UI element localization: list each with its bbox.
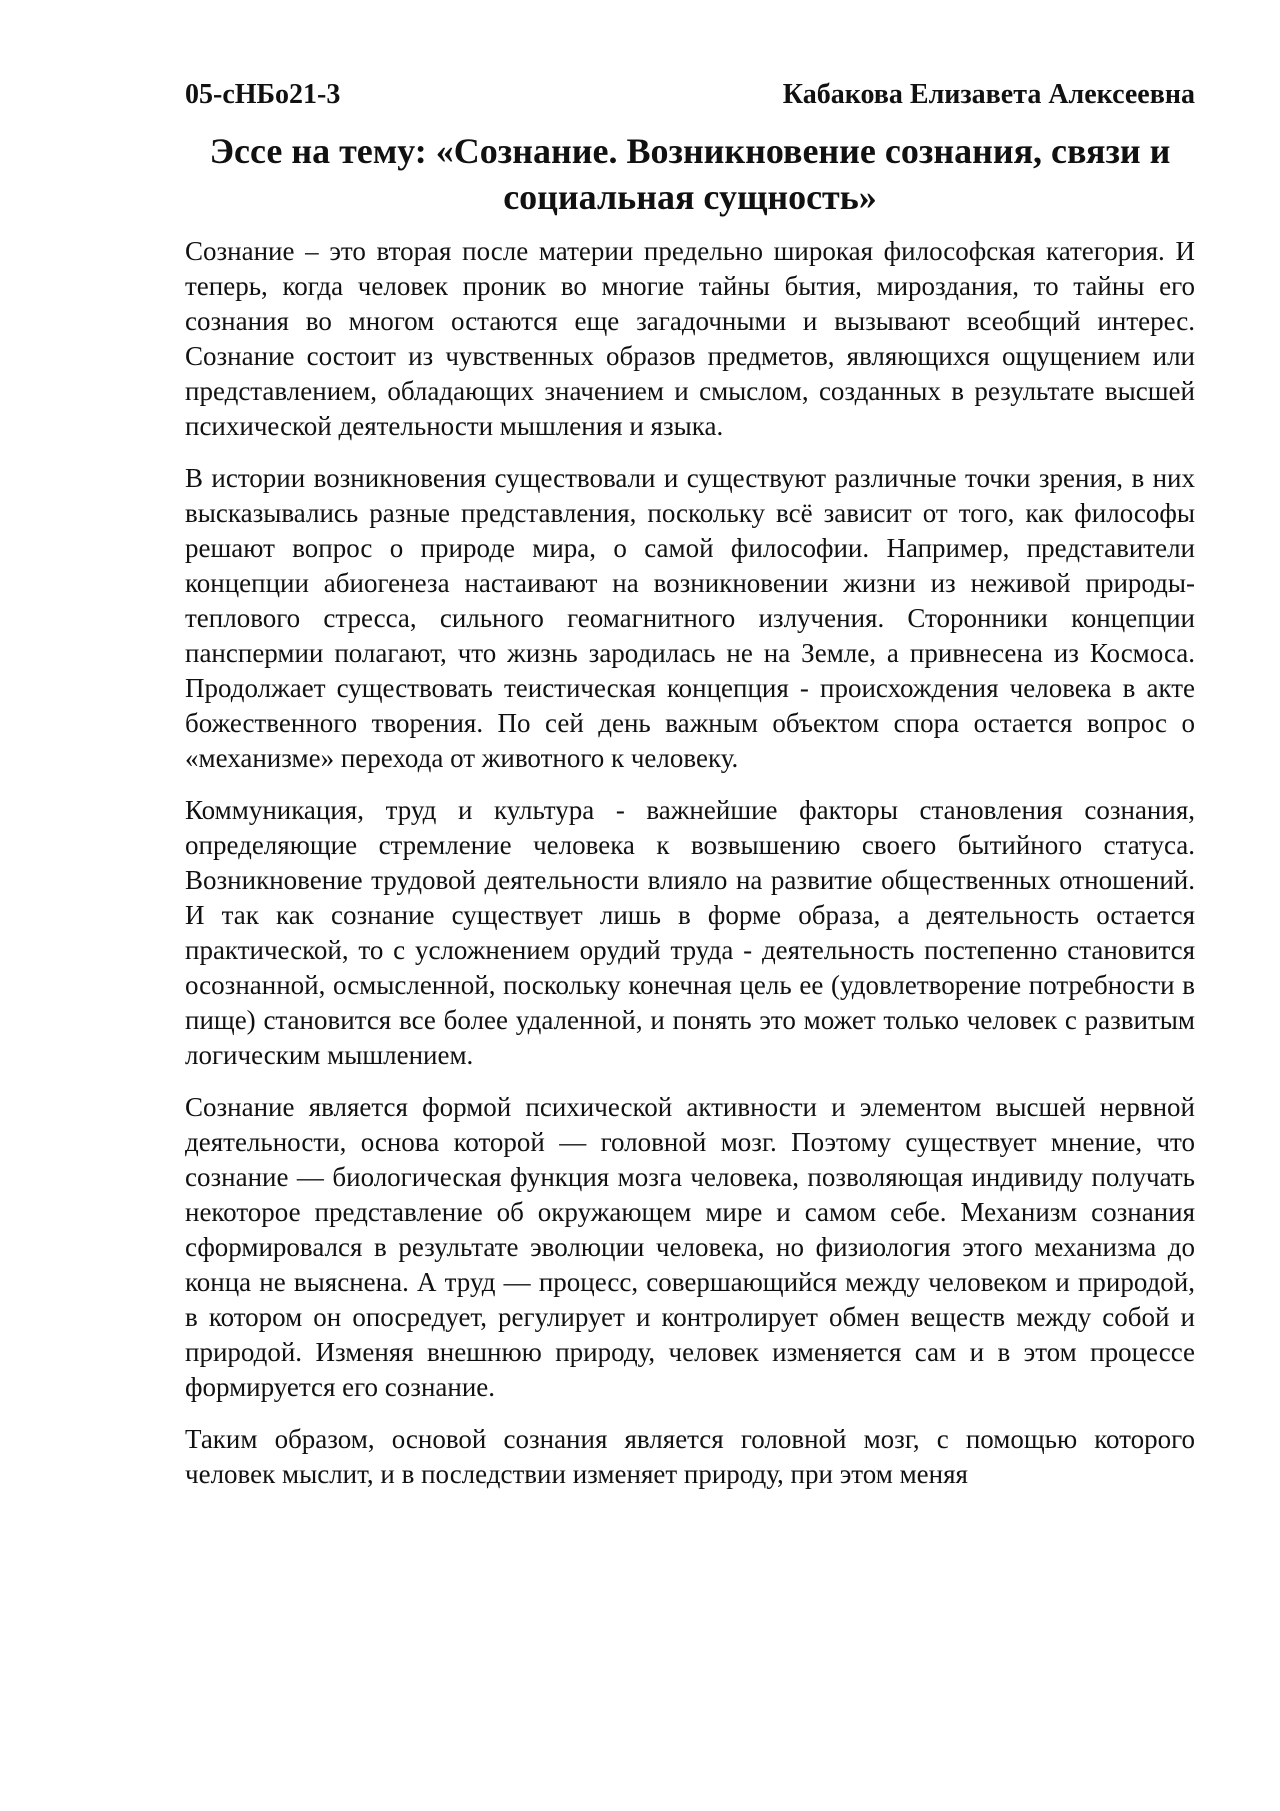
document-header [185, 78, 1195, 112]
essay-body [185, 234, 1195, 1492]
paragraph-3: Коммуникация, труд и культура - важнейшие факторы становления сознания, определяющие стремление человека к возвышению своего бытийного статуса. Возникновение трудовой деятельности влияло на развитие общественных отношений. И так как сознание существует лишь в форме образа, а деятельность остается практической, то с усложнением орудий труда - деятельность постепенно становится осознанной, осмысленной, поскольку конечная цель ее (удовлетворение потребности в пище) становится все более удаленной, и понять это может только человек с развитым логическим мышлением. [185, 795, 1195, 1070]
paragraph-1: Сознание – это вторая после материи предельно широкая философская категория. И теперь, когда человек проник во многие тайны бытия, мироздания, то тайны его сознания во многом остаются еще загадочными и вызывают всеобщий интерес. Сознание состоит из чувственных образов предметов, являющихся ощущением или представлением, обладающих значением и смыслом, созданных в результате высшей психической деятельности мышления и языка. [185, 236, 1195, 441]
paragraph-4: Сознание является формой психической активности и элементом высшей нервной деятельности, основа которой — головной мозг. Поэтому существует мнение, что сознание — биологическая функция мозга человека, позволяющая индивиду получать некоторое представление об окружающем мире и самом себе. Механизм сознания сформировался в результате эволюции человека, но физиология этого механизма до конца не выяснена. А труд — процесс, совершающийся между человеком и природой, в котором он опосредует, регулирует и контролирует обмен веществ между собой и природой. Изменяя внешнюю природу, человек изменяется сам и в этом процессе формируется его сознание. [185, 1092, 1195, 1402]
author-name: Кабакова Елизавета Алексеевна [782, 79, 1195, 110]
essay-title: Эссе на тему: «Сознание. Возникновение сознания, связи и социальная сущность» [209, 131, 1171, 217]
paragraph-2: В истории возникновения существовали и существуют различные точки зрения, в них высказывались разные представления, поскольку всё зависит от того, как философы решают вопрос о природе мира, о самой философии. Например, представители концепции абиогенеза настаивают на возникновении жизни из неживой природы- теплового стресса, сильного геомагнитного излучения. Сторонники концепции панспермии полагают, что жизнь зародилась не на Земле, а привнесена из Космоса. Продолжает существовать теистическая концепция - происхождения человека в акте божественного творения. По сей день важным объектом спора остается вопрос о «механизме» перехода от животного к человеку. [185, 463, 1195, 773]
document-page [185, 78, 1195, 1509]
group-code: 05-сНБо21-3 [185, 79, 341, 110]
paragraph-5: Таким образом, основой сознания является головной мозг, с помощью которого человек мыслит, и в последствии изменяет природу, при этом меняя [185, 1424, 1195, 1489]
